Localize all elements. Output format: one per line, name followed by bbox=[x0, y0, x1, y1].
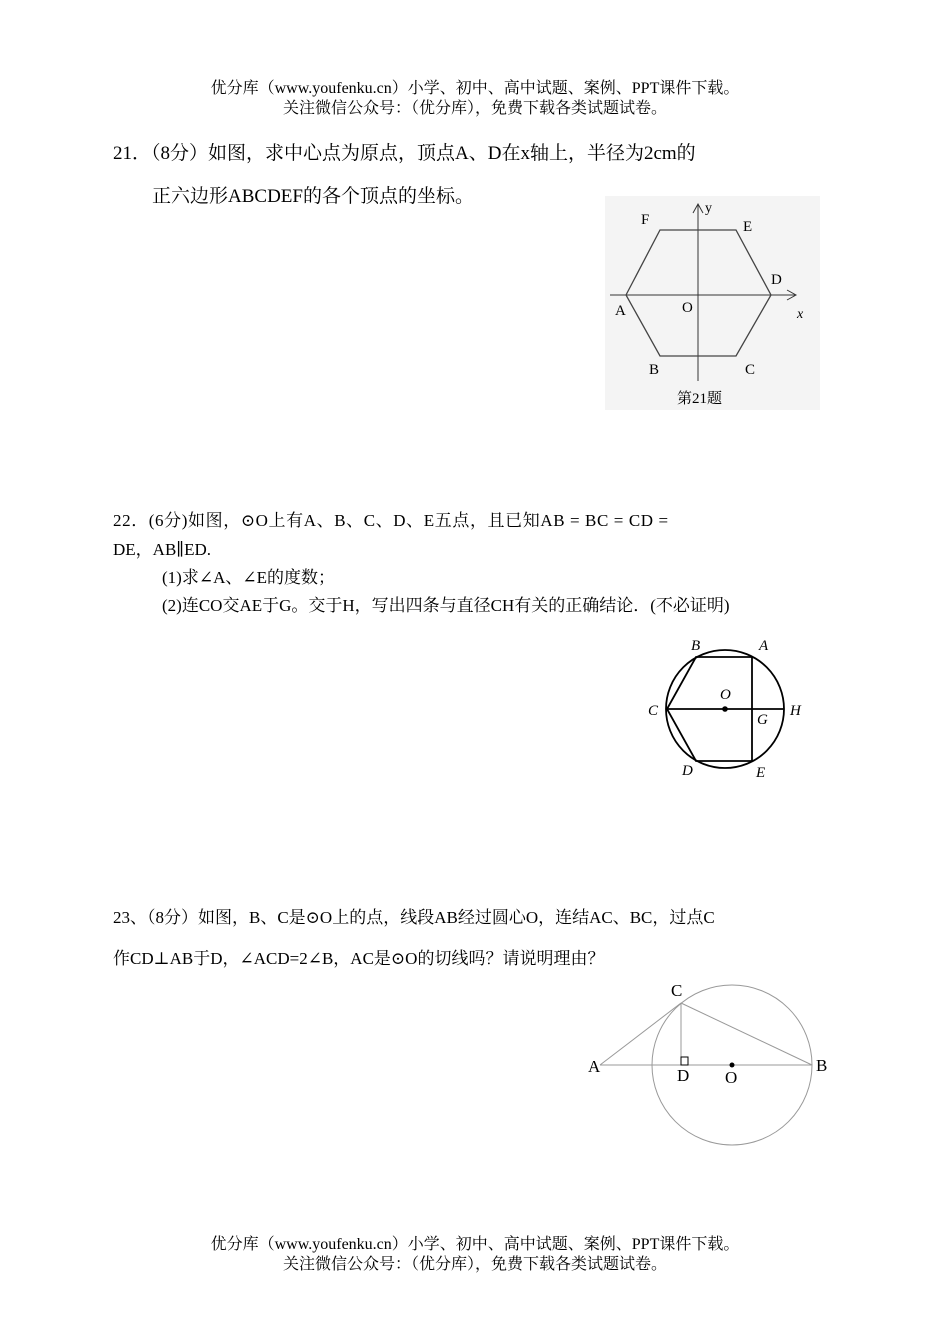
q21-text-line-2: 正六边形ABCDEF的各个顶点的坐标。 bbox=[152, 186, 474, 207]
q21-label-C: C bbox=[745, 362, 756, 378]
q21-text-line-1: 21．（8分）如图，求中心点为原点，顶点A、D在x轴上，半径为2cm的 bbox=[113, 143, 696, 164]
q23-label-A: A bbox=[588, 1057, 601, 1076]
q21-label-O: O bbox=[682, 300, 693, 316]
q21-label-B: B bbox=[649, 362, 660, 378]
q21-label-y: y bbox=[705, 201, 712, 216]
q23-segment-AC bbox=[600, 1003, 681, 1065]
q23-label-D: D bbox=[677, 1066, 690, 1085]
header-line-1: 优分库（www.youfenku.cn）小学、初中、高中试题、案例、PPT课件下载。 bbox=[210, 80, 740, 97]
q22-circle-figure bbox=[640, 630, 815, 785]
q23-text-line-2: 作CD⊥AB于D，∠ACD=2∠B，AC是⊙O的切线吗？请说明理由？ bbox=[113, 949, 605, 968]
q21-label-A: A bbox=[615, 303, 626, 319]
q22-label-G: G bbox=[757, 712, 768, 728]
q22-label-C: C bbox=[648, 703, 659, 719]
q22-part-2: (2)连CO交AE于G。交于H，写出四条与直径CH有关的正确结论．(不必证明) bbox=[162, 596, 730, 615]
q21-hexagon-figure bbox=[605, 196, 820, 410]
header-line-2: 关注微信公众号：（优分库），免费下载各类试题试卷。 bbox=[282, 100, 667, 117]
q21-label-x: x bbox=[797, 307, 804, 322]
q22-label-B: B bbox=[691, 638, 701, 654]
q22-label-H: H bbox=[790, 703, 801, 719]
q22-text-line-1: 22．(6分)如图，⊙O上有A、B、C、D、E五点，且已知AB = BC = CD = bbox=[113, 511, 669, 530]
q21-label-E: E bbox=[743, 219, 753, 235]
q21-figure-caption: 第21题 bbox=[677, 391, 723, 407]
q22-part-1: (1)求∠A、∠E的度数； bbox=[162, 568, 335, 587]
q22-label-E: E bbox=[756, 765, 766, 781]
q21-label-F: F bbox=[641, 212, 650, 228]
q21-figure-background bbox=[605, 196, 820, 410]
q23-text-line-1: 23、（8分）如图，B、C是⊙O上的点，线段AB经过圆心O，连结AC、BC，过点C bbox=[113, 908, 715, 927]
q22-center-dot bbox=[722, 706, 728, 712]
q23-center-dot bbox=[730, 1063, 735, 1068]
q22-label-A: A bbox=[759, 638, 769, 654]
footer-line-1: 优分库（www.youfenku.cn）小学、初中、高中试题、案例、PPT课件下载。 bbox=[210, 1236, 740, 1253]
q22-label-O: O bbox=[720, 687, 731, 703]
q23-right-angle-mark bbox=[681, 1057, 688, 1065]
q23-label-B: B bbox=[816, 1056, 828, 1075]
q23-label-C: C bbox=[671, 981, 683, 1000]
q22-label-D: D bbox=[682, 763, 693, 779]
q21-label-D: D bbox=[771, 272, 782, 288]
q22-text-line-2: DE，AB∥ED. bbox=[113, 540, 212, 559]
q23-label-O: O bbox=[725, 1068, 738, 1087]
footer-line-2: 关注微信公众号：（优分库），免费下载各类试题试卷。 bbox=[282, 1256, 667, 1273]
q23-circle-figure bbox=[580, 975, 840, 1155]
